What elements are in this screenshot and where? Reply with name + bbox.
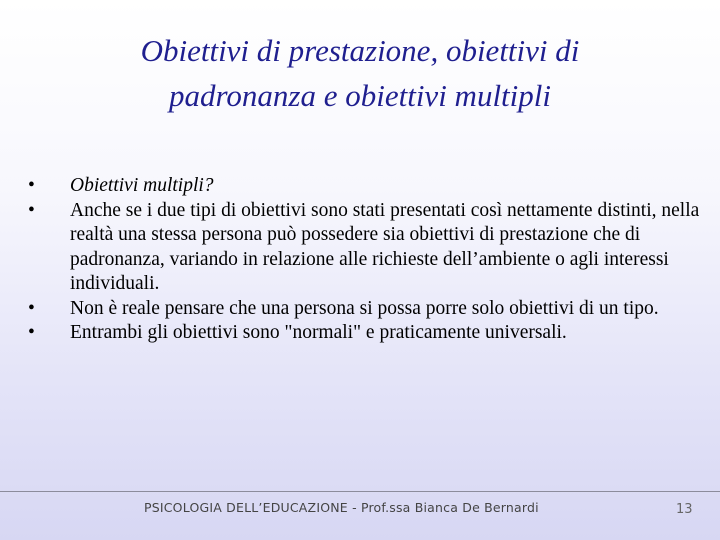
- bullet-item: [28, 199, 700, 297]
- slide-title-line-1: Obiettivi di prestazione, obiettivi di: [140, 33, 580, 68]
- bullet-item: [28, 297, 700, 322]
- bullet-dot-icon: •: [28, 175, 35, 196]
- bullet-text: Anche se i due tipi di obiettivi sono stati presentati così nettamente distinti, nella realtà una stessa persona può possedere sia obiettivi di prestazione che di padronanza, variando in relazione alle richieste dell’ambiente o agli interessi individuali.: [70, 199, 700, 294]
- slide-title-line-2: padronanza e obiettivi multipli: [168, 78, 552, 113]
- bullet-dot-icon: •: [28, 297, 35, 319]
- bullet-dot-icon: •: [28, 199, 35, 221]
- page-number: 13: [676, 502, 693, 517]
- bullet-item: [28, 174, 700, 199]
- slide-title: [60, 28, 660, 118]
- footer-divider: [0, 491, 720, 492]
- footer-text: PSICOLOGIA DELL’EDUCAZIONE - Prof.ssa Bianca De Bernardi: [144, 500, 539, 515]
- bullet-dot-icon: •: [28, 322, 35, 343]
- bullet-text: Non è reale pensare che una persona si possa porre solo obiettivi di un tipo.: [70, 297, 659, 319]
- bullet-item: [28, 321, 700, 346]
- bullet-text: Entrambi gli obiettivi sono "normali" e praticamente universali.: [70, 322, 567, 343]
- bullet-list: [28, 174, 700, 346]
- bullet-text: Obiettivi multipli?: [70, 175, 214, 196]
